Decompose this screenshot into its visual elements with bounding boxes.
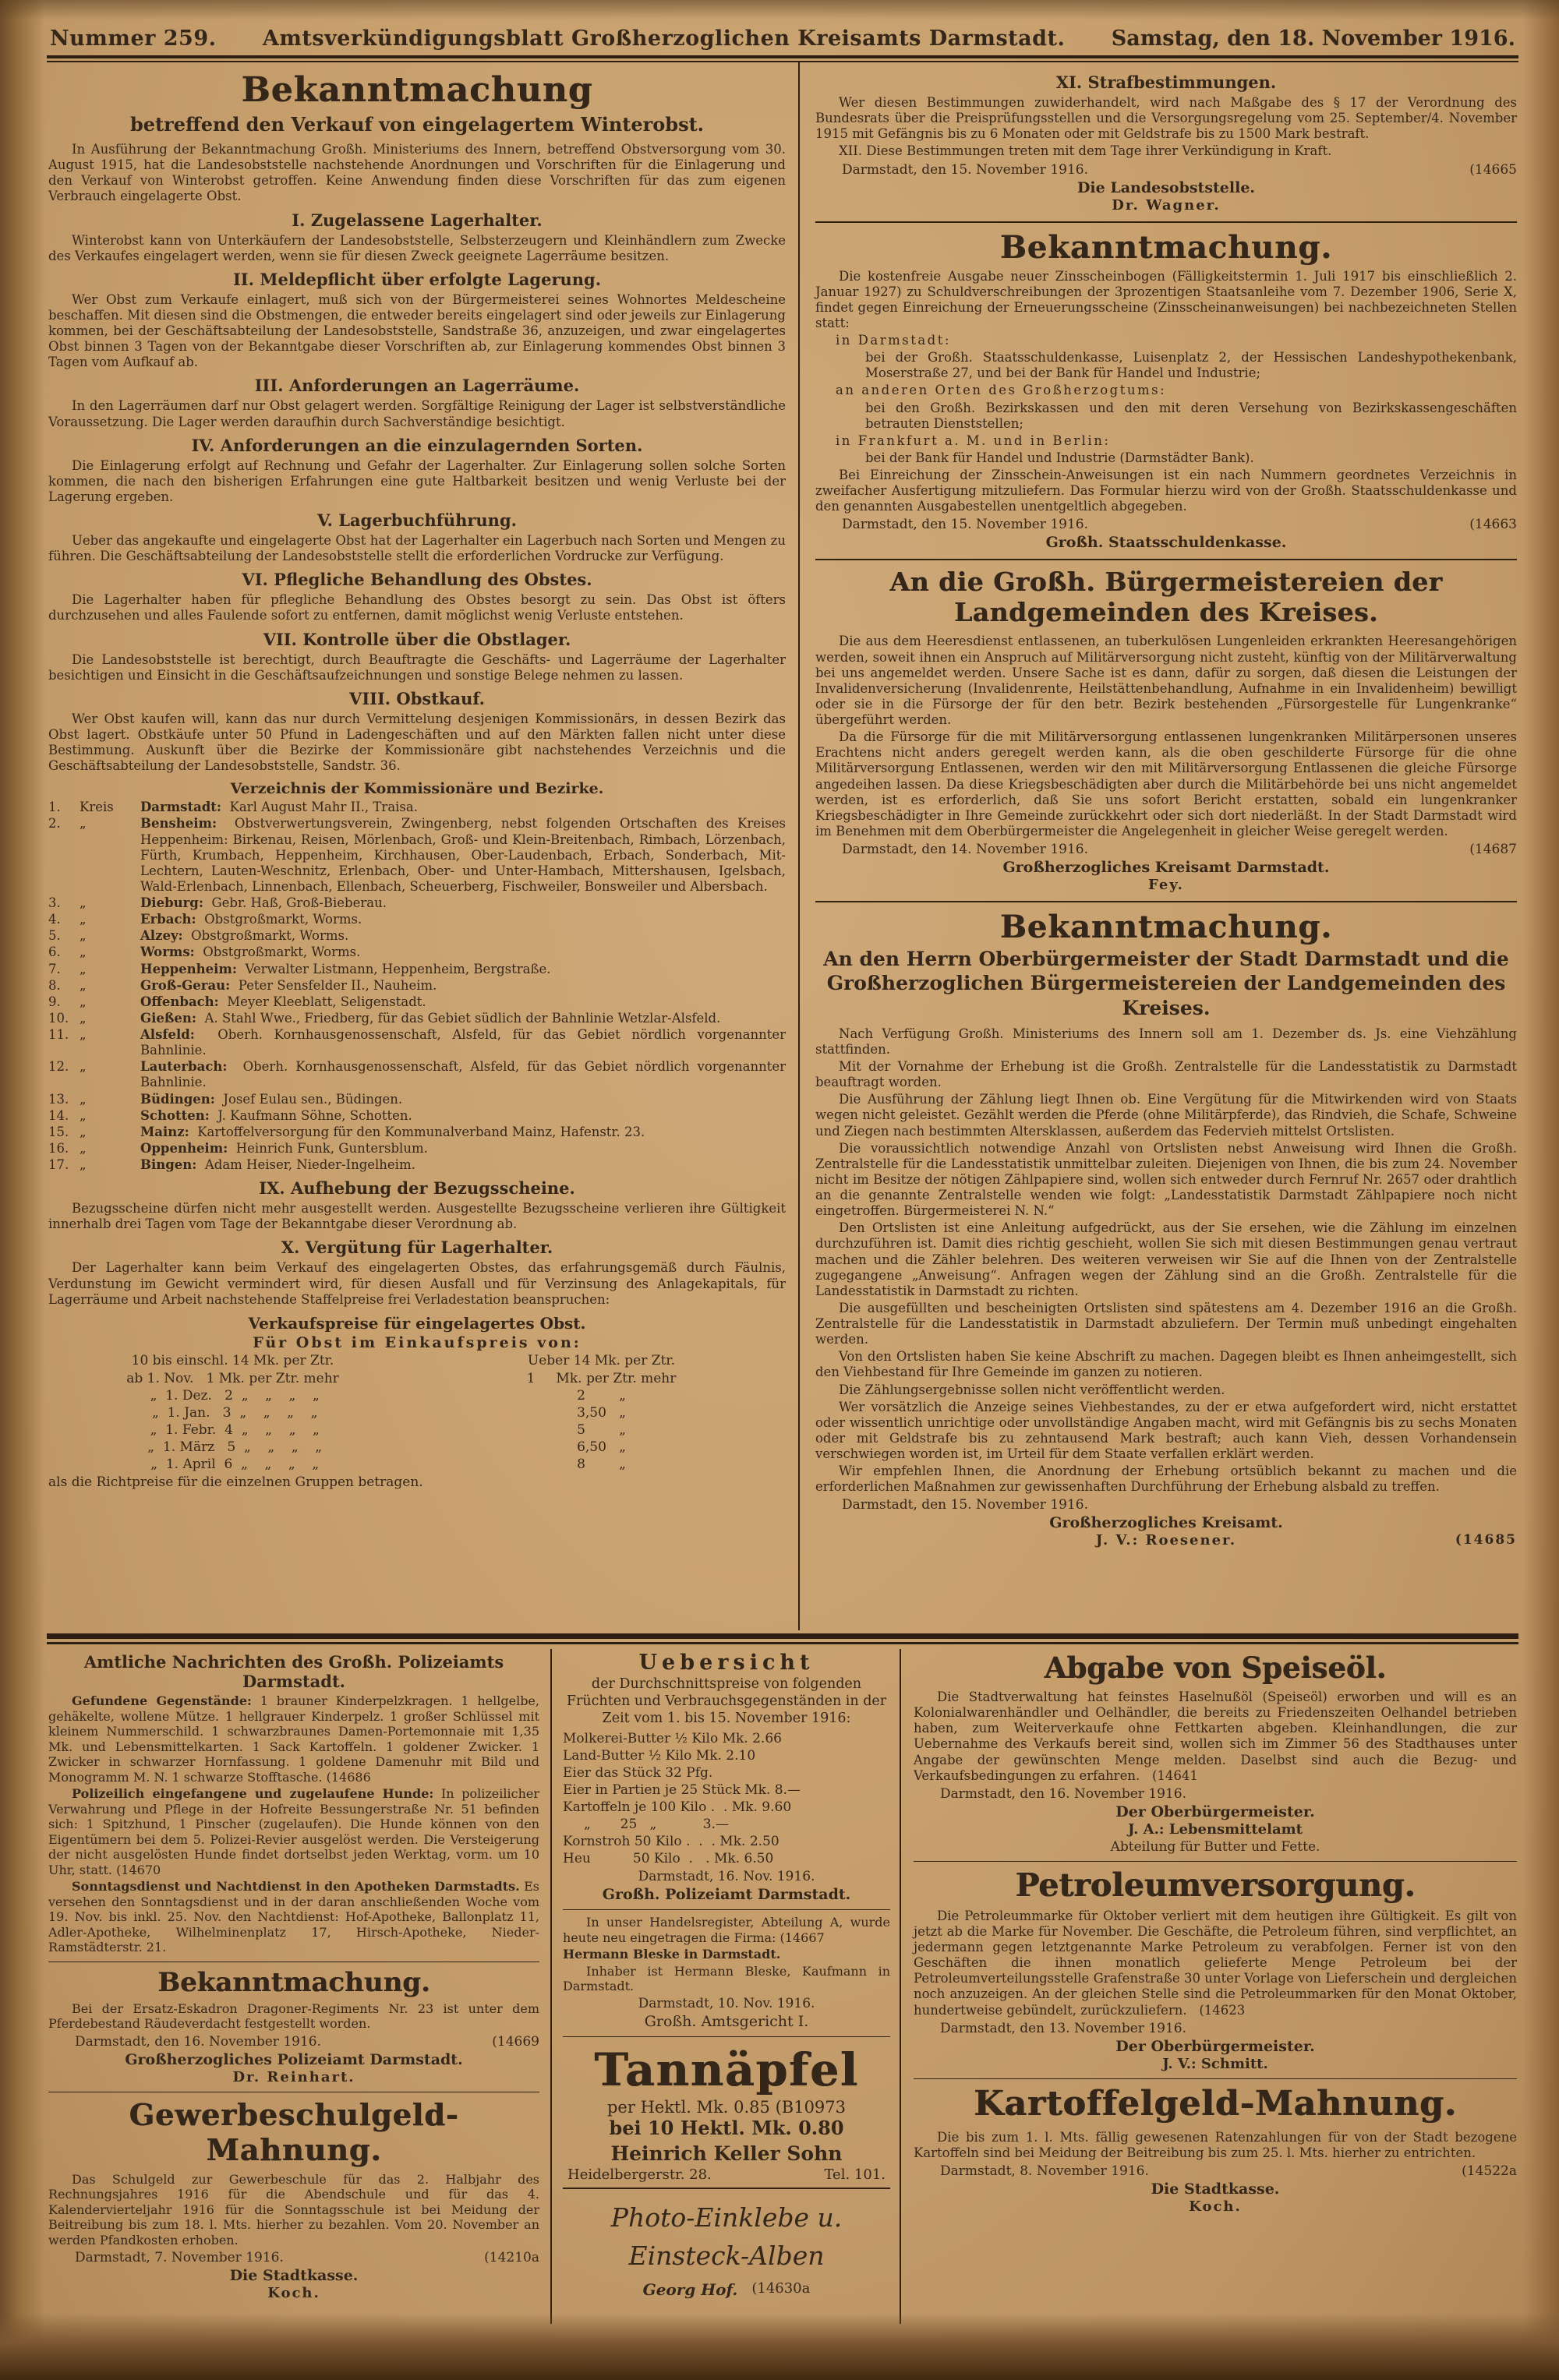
register-kreis: „ — [80, 928, 87, 944]
straf-line12: XII. Diese Bestimmungen treten mit dem Tage ihrer Verkündigung in Kraft. — [839, 143, 1332, 159]
section10-body: Der Lagerhalter kann beim Verkauf des eingelagerten Obstes, das erfahrungsgemäß durch Fäulnis, Verdunstung im Gewicht vermindert wird, für diesen Ausfall und für Verzinsung des Anlagekapitals, für Lagerräume und Arbeit nachstehende Staffelpreise frei Verladestation beanspruchen: — [48, 1260, 786, 1307]
ad-tannaepfel-address — [563, 2166, 890, 2189]
raeude-dateline: Darmstadt, den 16. November 1916. (14669 — [75, 2033, 539, 2050]
price-list-line: „ 25 „ 3.— — [563, 1817, 729, 1833]
issue-number: Nummer 259. — [50, 26, 217, 51]
viehzaehlung-p1: Nach Verfügung Großh. Ministeriums des Innern soll am 1. Dezember ds. Js. eine Viehzählung stattfinden. — [815, 1026, 1517, 1057]
register-kreis: „ — [80, 1107, 87, 1123]
price-list-line: Eier das Stück 32 Pfg. — [563, 1764, 713, 1781]
register-entry: Groß-Gerau: Peter Sensfelder II., Nauheim. — [140, 977, 437, 993]
straf-signature: Die Landesobststelle. — [1076, 178, 1256, 196]
ad-photo-firm: Georg Hof. — [642, 2279, 738, 2299]
speiseoel-dateline: Darmstadt, den 16. November 1916. — [940, 1785, 1186, 1802]
straf-body: Wer diesen Bestimmungen zuwiderhandelt, wird nach Maßgabe des § 17 der Verordnung des Bundesrats über die Preisprüfungsstellen und die Versorgungsregelung vom 25. September/4. November 1915 mit Gefängnis bis zu 6 Monaten oder mit Geldstrafe bis zu 1500 Mark bestraft. — [815, 95, 1517, 142]
register-entry: Büdingen: Josef Eulau sen., Büdingen. — [140, 1091, 403, 1107]
kartoffelgeld-dateline: Darmstadt, 8. November 1916. (14522a — [940, 2163, 1517, 2179]
register-number: 9. — [48, 994, 61, 1009]
register-number: 16. — [48, 1140, 69, 1156]
price-list-line: Heu 50 Kilo . . Mk. 6.50 — [563, 1851, 774, 1867]
section-body: Ueber das angekaufte und eingelagerte Obst hat der Lagerhalter ein Lagerbuch nach Sorten und Mengen zu führen. Die Geschäftsabteilung der Landesobststelle stellt die erforderlichen Vordrucke zur Verfügung. — [48, 533, 786, 564]
raeude-title: Bekanntmachung. — [157, 1966, 430, 1998]
register-row — [48, 816, 786, 895]
article-rule — [563, 1909, 890, 1910]
register-kreis: „ — [80, 816, 87, 832]
buergermeistereien-signer: Fey. — [1148, 877, 1184, 893]
uebersicht-subtitle: der Durchschnittspreise von folgenden Früchten und Verbrauchsgegenständen in der Zeit vom 1. bis 15. November 1916: — [566, 1676, 887, 1726]
section9-body: Bezugsscheine dürfen nicht mehr ausgestellt werden. Ausgestellte Bezugsscheine verlieren ihre Gültigkeit innerhalb drei Tagen vom Tage der Bekanntgabe dieser Verordnung ab. — [48, 1201, 786, 1232]
polizei-found: Gefundene Gegenstände: 1 brauner Kinderpelzkragen. 1 hellgelbe, gehäkelte, wollene Mütze. 1 hellgrauer Kinderpelz. 1 großer Schlüssel mit kleinem Nummerschild. 1 schwarzbraunes Damen-Portemonnaie mit 1,35 Mk. und Lebensmittelkarten. 1 Sack Kartoffeln. 1 goldener Zwicker. 1 Zwicker in schwarzer Hornfassung. 1 goldene Damenuhr mit Bild und Monogramm M. N. 1 schwarze Stofftasche. (14686 — [48, 1693, 539, 1785]
article-rule — [563, 2036, 890, 2037]
issue-date: Samstag, den 18. November 1916. — [1111, 26, 1515, 51]
ad-tannaepfel-title: Tannäpfel — [594, 2043, 859, 2096]
newspaper-page — [47, 26, 1518, 2324]
register-entry: Mainz: Kartoffelversorgung für den Kommunalverband Mainz, Hafenstr. 23. — [140, 1124, 645, 1139]
register-kreis: Kreis — [80, 800, 114, 815]
viehzaehlung-dateline: Darmstadt, den 15. November 1916. — [842, 1497, 1088, 1513]
section-heading: II. Meldepflicht über erfolgte Lagerung. — [232, 269, 602, 289]
price-list-line: Eier in Partien je 25 Stück Mk. 8.— — [563, 1781, 801, 1798]
zinsschein-loc2: an anderen Orten des Großherzogtums: — [836, 383, 1167, 398]
register-kreis: „ — [80, 1027, 87, 1042]
buergermeistereien-p1: Die aus dem Heeresdienst entlassenen, an tuberkulösen Lungenleiden erkrankten Heeresangehörigen werden, soweit ihnen ein Anspruch auf Militärversorgung nicht zusteht, künftig von der Militärverwaltung bei uns angemeldet werden. Unsere Sache ist es dann, dafür zu sorgen, daß diesen die Leistungen der Invalidenversicherung (Invalidenrente, Heilstättenbehandlung, Aufnahme in ein Invalidenheim) bewilligt oder sie in die Fürsorge der für den betr. Bezirk bestehenden „Fürsorgestelle für Lungenkranke“ übergeführt werden. — [815, 634, 1517, 727]
zinsschein-det1: bei der Großh. Staatsschuldenkasse, Luisenplatz 2, der Hessischen Landeshypothekenbank, Moserstraße 27, und bei der Bank für Handel und Industrie; — [865, 350, 1517, 381]
register-entry: Alzey: Obstgroßmarkt, Worms. — [140, 928, 349, 944]
ad-telephone: Tel. 101. — [824, 2166, 886, 2183]
price-row: 8 „ — [577, 1457, 626, 1473]
register-entry: Offenbach: Meyer Kleeblatt, Seligenstadt. — [140, 994, 426, 1009]
price-col1-rows — [48, 1370, 417, 1474]
register-row — [48, 1092, 786, 1107]
register-number: 3. — [48, 895, 61, 910]
register-number: 12. — [48, 1059, 69, 1075]
ref-number: (14210a — [484, 2250, 539, 2266]
scan-edge-right — [1523, 0, 1559, 2380]
register-kreis: „ — [80, 895, 87, 910]
speiseoel-signature: Der Oberbürgermeister. — [1115, 1803, 1315, 1820]
price-row: 3,50 „ — [577, 1404, 626, 1421]
section-body: Die Einlagerung erfolgt auf Rechnung und Gefahr der Lagerhalter. Zur Einlagerung sollen solche Sorten kommen, die nach den bisherigen Erfahrungen eine gute Haltbarkeit besitzen und wenig Verluste bei der Lagerung ergeben. — [48, 457, 786, 504]
price-list — [563, 1730, 890, 1868]
handelsregister-signature: Großh. Amtsgericht I. — [644, 2012, 809, 2030]
section-body: Wer Obst zum Verkaufe einlagert, muß sich von der Bürgermeisterei seines Wohnortes Meldescheine beschaffen. Mit diesen sind die Obstmengen, die entweder bereits eingelagert sind oder jeweils zur Einlagerung kommen, bei der Geschäftsabteilung der Landesobststelle, Sandstraße 36, anzuzeigen, und zwar eingelagertes Obst binnen 3 Tagen von der Bekanntgabe dieser Vorschriften ab, zur Einlagerung kommendes Obst binnen 3 Tagen vom Aufkauf ab. — [48, 291, 786, 370]
register-number: 15. — [48, 1124, 69, 1139]
register-row — [48, 928, 786, 944]
register-number: 6. — [48, 945, 61, 960]
viehzaehlung-p9: Wer vorsätzlich die Anzeige seines Viehbestandes, zu der er etwa aufgefordert wird, nicht erstattet oder wissentlich unrichtige oder unvollständige Angaben macht, wird mit Gefängnis bis zu sechs Monaten oder mit Geldstrafe bis zu zehntausend Mark bestraft; auch kann Vieh, dessen Vorhandensein verschwiegen worden ist, im Urteil für dem Staate verfallen erklärt werden. — [815, 1399, 1517, 1461]
section — [48, 689, 786, 775]
polizei-heading: Amtliche Nachrichten des Großh. Polizeiamts Darmstadt. — [83, 1652, 504, 1691]
ad-street: Heidelbergerstr. 28. — [567, 2166, 712, 2183]
register-entry: Bensheim: Obstverwertungsverein, Zwingenberg, nebst folgenden Ortschaften des Kreises Heppenheim: Birkenau, Reisen, Mörlenbach, Groß- und Klein-Breitenbach, Rimbach, Lörzenbach, Fürth, Krumbach, Heppenheim, Kirchhausen, Ober-Laudenbach, Erbach, Sonderbach, Mit-Lechtern, Lauten-Weschnitz, Erlenbach, Ober- und Unter-Hambach, Mittershausen, Igelsbach, Wald-Erlenbach, Linnenbach, Ellenbach, Scheuerberg, Fischweiler, Bonsweiler und Albersbach. — [140, 816, 786, 894]
register-kreis: „ — [80, 1140, 87, 1156]
price-col2-header: Ueber 14 Mk. per Ztr. — [527, 1352, 676, 1368]
ad-tannaepfel-price2: bei 10 Hektl. Mk. 0.80 — [609, 2116, 844, 2139]
section-body: Winterobst kann von Unterkäufern der Landesobststelle, Selbsterzeugern und Kleinhändlern zum Zwecke des Verkaufes eingelagert werden, wenn sie für diesen Zweck geeignete Lagerräume besitzen. — [48, 232, 786, 263]
section-heading: IV. Anforderungen an die einzulagernden Sorten. — [191, 435, 643, 455]
petroleum-dateline: Darmstadt, den 13. November 1916. — [940, 2020, 1186, 2036]
price-row: „ 1. Febr. 4 „ „ „ „ — [146, 1422, 320, 1439]
register-row — [48, 1141, 786, 1156]
ref-number: (14630a — [751, 2279, 811, 2297]
price-list-line: Kornstroh 50 Kilo . . . Mk. 2.50 — [563, 1834, 780, 1850]
viehzaehlung-p2: Mit der Vornahme der Erhebung ist die Großh. Zentralstelle für die Landesstatistik zu Darmstadt beauftragt worden. — [815, 1059, 1517, 1090]
section — [48, 630, 786, 683]
register-number: 14. — [48, 1107, 69, 1123]
straf-signer: Dr. Wagner. — [1112, 196, 1221, 214]
register-kreis: „ — [80, 1059, 87, 1075]
viehzaehlung-p7: Von den Ortslisten haben Sie keine Abschrift zu machen. Dagegen bleibt es Ihnen anheimgestellt, sich den Viehbestand für Ihre Gemeinde im ganzen zu notieren. — [815, 1349, 1517, 1380]
section-heading: VI. Pflegliche Behandlung des Obstes. — [242, 570, 592, 590]
register-kreis: „ — [80, 977, 87, 993]
register-number: 17. — [48, 1157, 69, 1172]
price-list-line: Kartoffeln je 100 Kilo . . Mk. 9.60 — [563, 1799, 792, 1815]
viehzaehlung-p5: Den Ortslisten ist eine Anleitung aufgedrückt, aus der Sie ersehen, wie die Zählung im einzelnen durchzuführen ist. Damit dies richtig geschieht, wollen Sie sich mit diesen Bestimmungen genau vertraut machen und die Zähler belehren. Des weiteren verweisen wir Sie auf die Ihnen von der Zentralstelle zugegangene „Anweisung“. Anfragen wegen der Zählung sind an die Großh. Zentralstelle für die Landesstatistik in Darmstadt zu richten. — [815, 1220, 1517, 1298]
register-row — [48, 1011, 786, 1026]
register-entry: Dieburg: Gebr. Haß, Groß-Bieberau. — [140, 895, 387, 910]
price-col1-header: 10 bis einschl. 14 Mk. per Ztr. — [131, 1352, 334, 1368]
register-row — [48, 800, 786, 815]
handelsregister-p1: In unser Handelsregister, Abteilung A, wurde heute neu eingetragen die Firma: (14667 — [563, 1915, 890, 1945]
register-row — [48, 978, 786, 994]
register-entry: Schotten: J. Kaufmann Söhne, Schotten. — [140, 1107, 412, 1123]
uebersicht-signature: Großh. Polizeiamt Darmstadt. — [602, 1886, 851, 1904]
ref-number: (14665 — [1469, 161, 1517, 178]
register-row — [48, 962, 786, 977]
section-body: Die Landesobststelle ist berechtigt, durch Beauftragte die Geschäfts- und Lagerräume der Lagerhalter besichtigen und Einsicht in die Geschäftsaufzeichnungen und sonstige Belege nehmen zu lassen. — [48, 651, 786, 683]
speiseoel-title: Abgabe von Speiseöl. — [1044, 1651, 1387, 1685]
register-number: 1. — [48, 800, 61, 815]
scan-edge-left — [0, 0, 45, 2380]
zinsschein-title: Bekanntmachung. — [999, 228, 1333, 266]
register-row — [48, 912, 786, 927]
register-kreis: „ — [80, 1010, 87, 1026]
register-entry: Bingen: Adam Heiser, Nieder-Ingelheim. — [140, 1157, 415, 1172]
speiseoel-signer: J. A.: Lebensmittelamt — [1128, 1820, 1303, 1838]
price-list-line: Land-Butter ½ Kilo Mk. 2.10 — [563, 1747, 756, 1764]
price-list-line: Molkerei-Butter ½ Kilo Mk. 2.66 — [563, 1730, 782, 1746]
register-kreis: „ — [80, 1124, 87, 1139]
gewerbeschulgeld-dateline: Darmstadt, 7. November 1916. (14210a — [75, 2250, 539, 2266]
register-row — [48, 994, 786, 1010]
price-row: „ 1. März 5 „ „ „ „ — [143, 1439, 323, 1456]
price-row: „ 1. Jan. 3 „ „ „ „ — [147, 1404, 318, 1421]
register-heading: Verzeichnis der Kommissionäre und Bezirke. — [230, 780, 604, 798]
register-number: 5. — [48, 928, 61, 944]
zinsschein-det2: bei den Großh. Bezirkskassen und den mit deren Versehung von Bezirkskassengeschäften betrauten Dienststellen; — [865, 400, 1517, 431]
ref-number: (14623 — [1199, 2002, 1246, 2018]
section — [48, 376, 786, 429]
register-entry: Lauterbach: Oberh. Kornhausgenossenschaft, Alsfeld, für das Gebiet nördlich vorgenannter Bahnlinie. — [140, 1059, 786, 1090]
register-number: 4. — [48, 912, 61, 927]
section-heading: V. Lagerbuchführung. — [317, 510, 517, 530]
kartoffelgeld-signature: Die Stadtkasse. — [1151, 2180, 1280, 2198]
register-kreis: „ — [80, 994, 87, 1009]
column-preise — [552, 1649, 900, 2324]
viehzaehlung-title: Bekanntmachung. — [999, 909, 1333, 945]
zinsschein-signature: Großh. Staatsschuldenkasse. — [1045, 534, 1287, 552]
section-heading: VII. Kontrolle über die Obstlager. — [263, 629, 571, 649]
register-number: 10. — [48, 1010, 69, 1026]
viehzaehlung-signature: Großherzogliches Kreisamt. — [1049, 1514, 1283, 1532]
gewerbeschulgeld-signer: Koch. — [267, 2285, 320, 2302]
column-winterobst — [47, 62, 798, 1630]
ref-number: (14685 — [1455, 1532, 1517, 1548]
register-entry: Erbach: Obstgroßmarkt, Worms. — [140, 912, 362, 927]
section9-heading: IX. Aufhebung der Bezugsscheine. — [259, 1178, 575, 1199]
polizei-apotheken: Sonntagsdienst und Nachtdienst in den Apotheken Darmstadts. Es versehen den Sonntagsdienst und in der daran anschließenden Woche vom 19. Nov. bis inkl. 25. Nov. den Nachtdienst: Hof-Apotheke, Ballonplatz 11, Adler-Apotheke, Wilhelminenplatz 17, Hirsch-Apotheke, Nieder-Ramstädterstr. 21. — [48, 1879, 540, 1955]
ad-photo-signature — [563, 2280, 890, 2299]
kartoffelgeld-title: Kartoffelgeld-Mahnung. — [974, 2083, 1457, 2124]
viehzaehlung-p10: Wir empfehlen Ihnen, die Anordnung der Erhebung ortsüblich bekannt zu machen und die erforderlichen Maßnahmen zur gewissenhaften Durchführung der Erhebung alsbald zu treffen. — [815, 1464, 1517, 1495]
buergermeistereien-p2: Da die Fürsorge für die mit Militärversorgung entlassenen lungenkranken Militärpersonen unseres Erachtens nicht anders geregelt werden kann, als die oben geschilderte Fürsorge für die ohne Militärversorgung Entlassenen, werden wir den mit Militärversorgung Entlassenen die gleiche Fürsorge angedeihen lassen. Da diese Kriegsbeschädigten aber durch die Militärbehörde bei uns nicht angemeldet werden, ist es erforderlich, daß Sie uns sofort Bericht erstatten, sobald ein lungenkranker Kriegsbeschädigter in Ihre Gemeinde zurückkehrt oder sich dort niederläßt. In der Stadt Darmstadt wird im Benehmen mit dem Oberbürgermeister die Angelegenheit in gleicher Weise geregelt werden. — [815, 729, 1517, 839]
section — [48, 270, 786, 371]
register-entry: Oppenheim: Heinrich Funk, Guntersblum. — [140, 1140, 428, 1156]
section-body: In den Lagerräumen darf nur Obst gelagert werden. Sorgfältige Reinigung der Lager ist selbstverständliche Voraussetzung. Die Lager werden daraufhin durch Sachverständige besichtigt. — [48, 398, 786, 429]
scan-edge-top — [0, 0, 1559, 20]
top-section — [47, 62, 1518, 1630]
viehzaehlung-p4: Die voraussichtlich notwendige Anzahl von Ortslisten nebst Anweisung wird Ihnen die Großh. Zentralstelle für die Landesstatistik unmittelbar zuleiten. Diejenigen von Ihnen, die bis zum 24. November nicht im Besitze der nötigen Zählpapiere sind, wollen sich entweder durch Fernruf Nr. 2657 oder drahtlich an die genannte Zentralstelle wenden wie folgt: „Landesstatistik Darmstadt Zählpapiere noch nicht eingetroffen. Bürgermeisterei N. N.“ — [815, 1140, 1517, 1219]
section-separator — [47, 1633, 1518, 1644]
gewerbeschulgeld-title: Gewerbeschulgeld-Mahnung. — [129, 2096, 459, 2167]
register-number: 2. — [48, 816, 61, 832]
article-subtitle: betreffend den Verkauf von eingelagertem Winterobst. — [129, 113, 705, 136]
column-stadt — [901, 1649, 1518, 2324]
ref-number: (14641 — [1151, 1767, 1198, 1783]
article-title: Bekanntmachung — [241, 70, 593, 110]
ad-tannaepfel-price1: per Hektl. Mk. 0.85 (B10973 — [606, 2097, 847, 2117]
straf-heading: XI. Strafbestimmungen. — [1055, 72, 1277, 92]
price-row: „ 1. Dez. 2 „ „ „ „ — [146, 1387, 320, 1404]
article-rule — [815, 221, 1517, 223]
section10-heading: X. Vergütung für Lagerhalter. — [281, 1238, 553, 1258]
petroleum-signature: Der Oberbürgermeister. — [1115, 2037, 1315, 2055]
register-row — [48, 895, 786, 911]
buergermeistereien-dateline: Darmstadt, den 14. November 1916. (14687 — [842, 842, 1517, 857]
petroleum-signer: J. V.: Schmitt. — [1162, 2055, 1268, 2072]
price-col-2 — [417, 1353, 786, 1474]
register-kreis: „ — [80, 945, 87, 960]
register-kreis: „ — [80, 912, 87, 927]
article-rule — [815, 901, 1517, 902]
register-row — [48, 1027, 786, 1058]
polizei-dogs: Polizeilich eingefangene und zugelaufene Hunde: In polizeilicher Verwahrung und Pflege in der Hofreite Bessungerstraße Nr. 51 befinden sich: 1 Spitzhund, 1 Pinscher (zugelaufen). Die Hunde können von den Eigentümern bei dem 5. Polizei-Revier ausgelöst werden. Die Versteigerung der nicht ausgelösten Hunde findet dortselbst jeden Werktag, vorm. um 10 Uhr, statt. (14670 — [48, 1786, 540, 1877]
article-intro: In Ausführung der Bekanntmachung Großh. Ministeriums des Innern, betreffend Obstversorgung vom 30. August 1915, hat die Landesobststelle nachstehende Anordnungen und Vorschriften für die Einlagerung und den Verkauf von Winterobst getroffen. Keine Anwendung finden diese Vorschriften für das zum eigenen Verbrauch eingelagerte Obst. — [48, 142, 786, 204]
article-rule — [914, 1861, 1517, 1862]
price-table — [48, 1314, 786, 1491]
register-number: 13. — [48, 1091, 69, 1107]
speiseoel-dept: Abteilung für Butter und Fette. — [1110, 1838, 1320, 1855]
viehzaehlung-p6: Die ausgefüllten und bescheinigten Ortslisten sind spätestens am 4. Dezember 1916 an die Großh. Zentralstelle für die Landesstatistik in Darmstadt abzuliefern. Der Termin muß unbedingt eingehalten werden. — [815, 1300, 1517, 1347]
handelsregister-dateline: Darmstadt, 10. Nov. 1916. — [638, 1995, 815, 2011]
column-right — [800, 62, 1518, 1630]
register-kreis: „ — [80, 1157, 87, 1172]
ref-number: (14522a — [1462, 2163, 1517, 2179]
register-row — [48, 1125, 786, 1140]
petroleum-body: Die Petroleummarke für Oktober verliert mit dem heutigen ihre Gültigkeit. Es gilt von jetzt ab die Marke für November. Die Geschäfte, die Petroleum führen, sind verpflichtet, an jedermann gegen letztgenannte Marke Petroleum zu verabfolgen. Ferner ist von den Geschäften die ihnen monatlich gelieferte Menge Petroleum bei der Petroleumverteilungsstelle Grafenstraße 30 unter Vorlage von Lieferschein und dergleichen noch anzuzeigen. An der gleichen Stelle sind die Petroleummarken für den Monat Oktober, hundertweise gebündelt, zurückzuliefern. (14623 — [914, 1908, 1517, 2018]
register-entry: Gießen: A. Stahl Wwe., Friedberg, für das Gebiet südlich der Bahnlinie Wetzlar-Alsfeld. — [140, 1010, 721, 1026]
register-row — [48, 1059, 786, 1090]
viehzaehlung-subtitle: An den Herrn Oberbürgermeister der Stadt Darmstadt und die Großherzoglichen Bürgermeistereien der Landgemeinden des Kreises. — [823, 948, 1509, 1019]
section — [48, 436, 786, 505]
zinsschein-loc1: in Darmstadt: — [836, 333, 951, 348]
paper-title: Amtsverkündigungsblatt Großherzoglichen Kreisamts Darmstadt. — [262, 26, 1066, 51]
article-rule — [914, 2078, 1517, 2079]
raeude-body: Bei der Ersatz-Eskadron Dragoner-Regiments Nr. 23 ist unter dem Pferdebestand Räudeverdacht festgestellt worden. — [48, 2000, 539, 2032]
price-row: ab 1. Nov. 1 Mk. per Ztr. mehr — [126, 1370, 339, 1386]
uebersicht-dateline: Darmstadt, 16. Nov. 1916. — [638, 1869, 815, 1885]
register-entry: Heppenheim: Verwalter Listmann, Heppenheim, Bergstraße. — [140, 961, 551, 976]
register-entry: Worms: Obstgroßmarkt, Worms. — [140, 945, 361, 960]
section — [48, 570, 786, 623]
viehzaehlung-signer: J. V.: Roesener. (14685 — [1095, 1532, 1517, 1549]
ref-number: (14663 — [1469, 517, 1517, 533]
zinsschein-loc3: in Frankfurt a. M. und in Berlin: — [836, 433, 1111, 448]
price-row: 6,50 „ — [577, 1439, 626, 1456]
zinsschein-p1: Die kostenfreie Ausgabe neuer Zinsscheinbogen (Fälligkeitstermin 1. Juli 1917 bis einschließlich 2. Januar 1927) zu Schuldverschreibungen der 3prozentigen Staatsanleihe vom 7. Dezember 1906, Serie X, findet gegen Einreichung der Erneuerungsscheine (Zinsscheinanweisungen) bei nachbezeichneten Stellen statt: — [815, 268, 1517, 330]
viehzaehlung-p8: Die Zählungsergebnisse sollen nicht veröffentlicht werden. — [839, 1382, 1225, 1397]
price-row: 2 „ — [577, 1387, 626, 1404]
register-kreis: „ — [80, 1091, 87, 1107]
uebersicht-title: Uebersicht — [638, 1651, 815, 1675]
register-number: 8. — [48, 977, 61, 993]
raeude-signer: Dr. Reinhart. — [232, 2068, 355, 2085]
bottom-section — [47, 1649, 1518, 2324]
section — [48, 210, 786, 264]
register-row — [48, 1157, 786, 1173]
ref-number: (14687 — [1469, 842, 1517, 857]
numbered-sections — [48, 210, 786, 775]
raeude-signature: Großherzogliches Polizeiamt Darmstadt. — [125, 2050, 463, 2068]
price-row: „ 1. April 6 „ „ „ „ — [146, 1457, 320, 1473]
ref-number: (14669 — [492, 2033, 539, 2050]
register-row — [48, 945, 786, 960]
price-table-subtitle: Für Obst im Einkaufspreis von: — [253, 1333, 582, 1351]
buergermeistereien-title: An die Großh. Bürgermeistereien der Landgemeinden des Kreises. — [889, 567, 1443, 628]
price-row: 1 Mk. per Ztr. mehr — [526, 1370, 677, 1386]
zinsschein-det3: bei der Bank für Handel und Industrie (Darmstädter Bank). — [865, 450, 1254, 465]
section-heading: VIII. Obstkauf. — [349, 688, 485, 708]
price-col-1 — [48, 1353, 417, 1474]
section-body: Wer Obst kaufen will, kann das nur durch Vermittelung desjenigen Kommissionärs, in dessen Bezirk das Obst lagert. Obstkäufe unter 50 Pfund in Ladengeschäften und auf den Märkten fallen nicht unter diese Bestimmung. Auskunft über die Bezirke der Kommissionäre gibt nachstehendes Verzeichnis und die Geschäftsabteilung der Landesobststelle, Sandstr. 36. — [48, 711, 786, 774]
section-heading: III. Anforderungen an Lagerräume. — [254, 376, 580, 396]
kartoffelgeld-signer: Koch. — [1189, 2198, 1242, 2215]
speiseoel-body: Die Stadtverwaltung hat feinstes Haselnußöl (Speiseöl) erworben und will es an Kolonialwarenhändler und Oelhändler, die bereits zu Friedenszeiten Oelhandel betrieben haben, zum Weiterverkaufe ohne Fettkarten abgeben. Kleinhandlungen, die zur Uebernahme des Verkaufs bereit sind, wollen sich im Zimmer 56 des Stadthauses unter Angabe der gewünschten Menge melden. Daselbst sind auch die Bezug- und Verkaufsbedingungen zu erfahren. (14641 — [914, 1690, 1517, 1783]
ad-photo-alben: Photo-Einklebe u. Einsteck-Alben — [610, 2202, 843, 2272]
buergermeistereien-signature: Großherzogliches Kreisamt Darmstadt. — [1002, 859, 1330, 876]
register-number: 7. — [48, 961, 61, 976]
section — [48, 510, 786, 564]
viehzaehlung-p3: Die Ausführung der Zählung liegt Ihnen ob. Eine Vergütung für die Mitwirkenden wird von Staats wegen nicht geleistet. Gezählt werden die Pferde (ohne Militärpferde), das Rindvieh, die Schafe, Schweine und Ziegen nach bestimmten Altersklassen, außerdem das Federvieh mittelst Ortslisten. — [815, 1092, 1517, 1139]
straf-dateline: Darmstadt, den 15. November 1916. (14665 — [842, 161, 1517, 178]
ad-tannaepfel-firm: Heinrich Keller Sohn — [610, 2142, 843, 2165]
price-col2-rows — [417, 1370, 786, 1474]
handelsregister-firm: Hermann Bleske in Darmstadt. — [563, 1947, 781, 1962]
register-list — [48, 800, 786, 1173]
petroleum-title: Petroleumversorgung. — [1015, 1866, 1416, 1904]
section-body: Die Lagerhalter haben für pflegliche Behandlung des Obstes besorgt zu sein. Das Obst ist öfters durchzusehen und alles Faulende sofort zu entfernen, damit möglichst wenig Verluste entstehen. — [48, 592, 786, 623]
price-row: 5 „ — [577, 1422, 626, 1439]
gewerbeschulgeld-signature: Die Stadtkasse. — [229, 2267, 359, 2285]
zinsschein-p2: Bei Einreichung der Zinsschein-Anweisungen ist ein nach Nummern geordnetes Verzeichnis in zweifacher Ausfertigung mitzuliefern. Das Formular hierzu wird von der Großh. Staatsschuldenkasse und den genannten Ausgabestellen unentgeltlich abgegeben. — [815, 468, 1517, 514]
column-polizei — [47, 1649, 550, 2324]
register-row — [48, 1108, 786, 1124]
register-kreis: „ — [80, 961, 87, 976]
article-rule — [815, 559, 1517, 560]
zinsschein-dateline: Darmstadt, den 15. November 1916. (14663 — [842, 517, 1517, 533]
masthead-rule — [47, 55, 1518, 62]
section-heading: I. Zugelassene Lagerhalter. — [292, 210, 543, 230]
handelsregister-p2: Inhaber ist Hermann Bleske, Kaufmann in Darmstadt. — [563, 1963, 890, 1994]
register-entry: Alsfeld: Oberh. Kornhausgenossenschaft, Alsfeld, für das Gebiet nördlich vorgenannter Bahnlinie. — [140, 1027, 786, 1058]
price-table-columns — [48, 1353, 786, 1474]
price-table-title: Verkaufspreise für eingelagertes Obst. — [248, 1313, 586, 1333]
register-entry: Darmstadt: Karl August Mahr II., Traisa. — [140, 800, 418, 815]
price-table-footer: als die Richtpreise für die einzelnen Gruppen betragen. — [48, 1474, 423, 1491]
gewerbeschulgeld-body: Das Schulgeld zur Gewerbeschule für das 2. Halbjahr des Rechnungsjahres 1916 für die Abendschule und für das 4. Kalendervierteljahr 1916 für die Sonntagsschule ist bei Meidung der Beitreibung bis zum 18. l. Mts. hierher zu bezahlen. Vom 20. November an werden Pfandkosten erhoben. — [48, 2171, 539, 2248]
masthead — [47, 26, 1518, 55]
register-number: 11. — [48, 1027, 69, 1042]
kartoffelgeld-body: Die bis zum 1. l. Mts. fällig gewesenen Ratenzahlungen für von der Stadt bezogene Kartoffeln sind bei Meidung der Beitreibung bis zum 25. l. Mts. hierher zu entrichten. — [914, 2129, 1517, 2160]
